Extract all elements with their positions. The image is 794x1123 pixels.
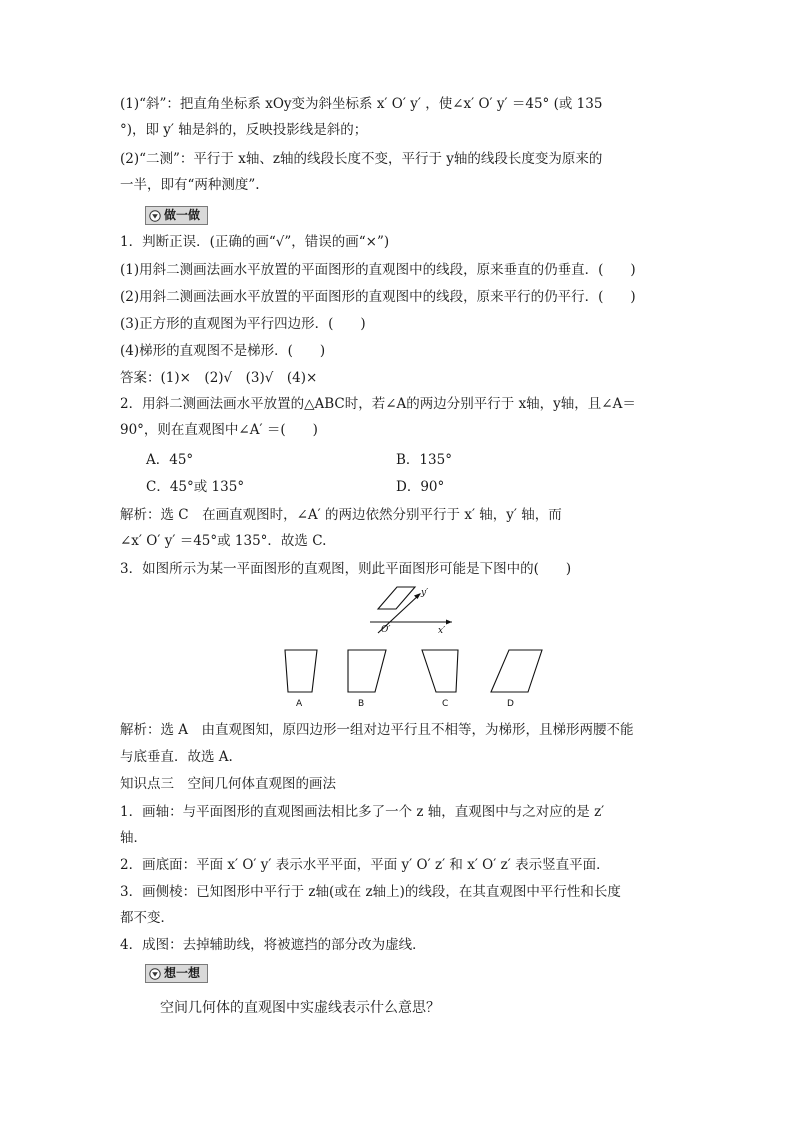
choice-shape-b	[348, 650, 386, 692]
knowledge-step-4: 4．成图：去掉辅助线，将被遮挡的部分改为虚线．	[120, 937, 426, 953]
q2-option-a: A．45°	[146, 452, 194, 468]
q2-option-d: D．90°	[396, 479, 445, 495]
intuitive-figure-trapezoid	[378, 587, 415, 609]
choice-shape-d	[491, 650, 542, 692]
intro-p2-line1: (2)“二测”：平行于 x轴、z轴的线段长度不变，平行于 y轴的线段长度变为原来的	[120, 151, 603, 167]
q3-stem: 3．如图所示为某一平面图形的直观图，则此平面图形可能是下图中的( )	[120, 561, 572, 577]
knowledge-step-3-line1: 3．画侧棱：已知图形中平行于 z轴(或在 z轴上)的线段，在其直观图中平行性和长度	[120, 884, 621, 900]
choice-label-d: D	[507, 699, 514, 709]
choice-shape-a	[285, 650, 317, 692]
q2-option-b: B．135°	[396, 452, 452, 468]
knowledge-step-3-line2: 都不变．	[120, 910, 174, 926]
q1-item-4: (4)梯形的直观图不是梯形．( )	[120, 343, 326, 359]
q1-item-3: (3)正方形的直观图为平行四边形．( )	[120, 316, 366, 332]
q2-stem-line2: 90°，则在直观图中∠A′ ＝( )	[120, 422, 318, 438]
section-label-think: 想一想	[164, 966, 201, 980]
intro-p1-line1: (1)“斜”：把直角坐标系 xOy变为斜坐标系 x′ O′ y′ ，使∠x′ O′ y′ ＝45° (或 135	[120, 96, 603, 112]
choice-label-c: C	[442, 699, 449, 709]
q2-option-c: C．45°或 135°	[146, 479, 245, 495]
section-header-think	[145, 964, 208, 983]
q1-stem: 1．判断正误．(正确的画“√”，错误的画“×”)	[120, 234, 390, 250]
q2-stem-line1: 2．用斜二测画法画水平放置的△ABC时，若∠A的两边分别平行于 x轴，y轴，且∠A＝	[120, 396, 636, 412]
q2-solution-line1: 解析：选 C 在画直观图时，∠A′ 的两边依然分别平行于 x′ 轴，y′ 轴，而	[120, 507, 562, 523]
choice-shape-c	[422, 650, 458, 692]
knowledge-title: 知识点三 空间几何体直观图的画法	[120, 776, 336, 792]
q1-item-2: (2)用斜二测画法画水平放置的平面图形的直观图中的线段，原来平行的仍平行．( )	[120, 289, 636, 305]
x-axis-label: x′	[438, 626, 446, 636]
knowledge-step-2: 2．画底面：平面 x′ O′ y′ 表示水平平面，平面 y′ O′ z′ 和 x′ O′ z′ 表示竖直平面．	[120, 857, 610, 873]
x-axis-arrow-icon	[446, 620, 452, 625]
knowledge-step-1-line1: 1．画轴：与平面图形的直观图画法相比多了一个 z 轴，直观图中与之对应的是 z′	[120, 804, 605, 820]
triangle-down-icon	[149, 968, 161, 980]
think-question: 空间几何体的直观图中实虚线表示什么意思？	[160, 1000, 440, 1016]
q3-solution-line1: 解析：选 A 由直观图知，原四边形一组对边平行且不相等，为梯形，且梯形两腰不能	[120, 722, 634, 738]
intro-p2-line2: 一半，即有“两种测度”.	[120, 177, 260, 193]
knowledge-step-1-line2: 轴．	[120, 830, 147, 846]
q1-item-1: (1)用斜二测画法画水平放置的平面图形的直观图中的线段，原来垂直的仍垂直．( )	[120, 262, 636, 278]
q3-solution-line2: 与底垂直．故选 A.	[120, 749, 233, 765]
origin-label: O′	[381, 625, 391, 635]
y-axis-label: y′	[421, 588, 429, 598]
choice-label-a: A	[296, 699, 303, 709]
choice-label-b: B	[358, 699, 365, 709]
section-label-do: 做一做	[164, 208, 201, 222]
intro-p1-line2: °)，即 y′ 轴是斜的，反映投影线是斜的；	[120, 122, 368, 138]
q1-answer: 答案：(1)× (2)√ (3)√ (4)×	[120, 370, 318, 386]
oblique-axes-figure	[370, 587, 452, 636]
q2-solution-line2: ∠x′ O′ y′ ＝45°或 135°．故选 C.	[120, 533, 327, 549]
